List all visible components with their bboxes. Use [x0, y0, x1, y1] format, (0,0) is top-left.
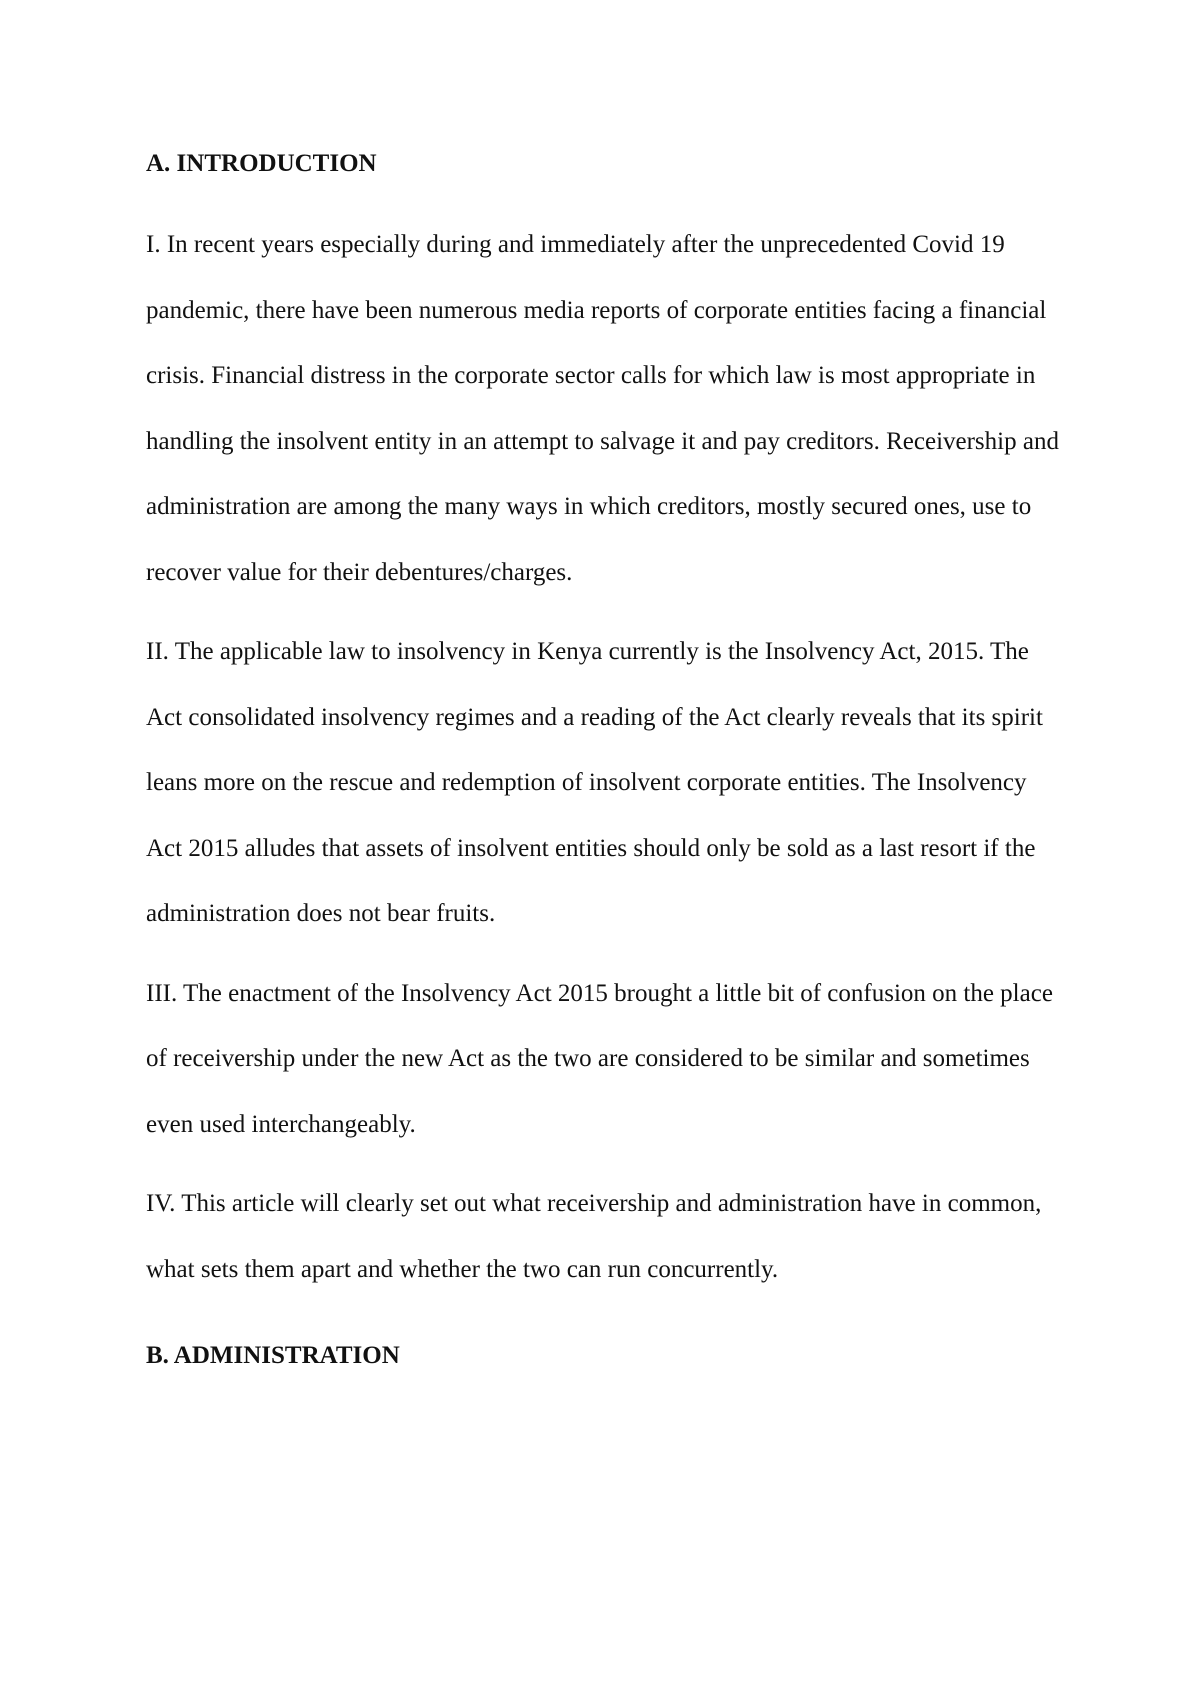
section-heading-administration: B. ADMINISTRATION [146, 1342, 400, 1369]
paragraph-1: I. In recent years especially during and immediately after the unprecedented Covid 19 pandemic, there have been numerous media reports of corporate entities facing a financial crisis. Financial distress in the corporate sector calls for which law is most appropriate in handling the insolvent entity in an attempt to salvage it and pay creditors. Receivership and administration are among the many ways in which creditors, mostly secured ones, use to recover value for their debentures/charges. [146, 231, 1059, 586]
paragraph-4: IV. This article will clearly set out what receivership and administration have in common, what sets them apart and whether the two can run concurrently. [146, 1190, 1042, 1283]
paragraph-3: III. The enactment of the Insolvency Act 2015 brought a little bit of confusion on the place of receivership under the new Act as the two are considered to be similar and sometimes even used interchangeably. [146, 979, 1053, 1138]
document-body [146, 146, 1066, 1374]
paragraph-2: II. The applicable law to insolvency in Kenya currently is the Insolvency Act, 2015. The Act consolidated insolvency regimes and a reading of the Act clearly reveals that its spirit leans more on the rescue and redemption of insolvent corporate entities. The Insolvency Act 2015 alludes that assets of insolvent entities should only be sold as a last resort if the administration does not bear fruits. [146, 638, 1043, 927]
section-heading-introduction: A. INTRODUCTION [146, 150, 377, 177]
